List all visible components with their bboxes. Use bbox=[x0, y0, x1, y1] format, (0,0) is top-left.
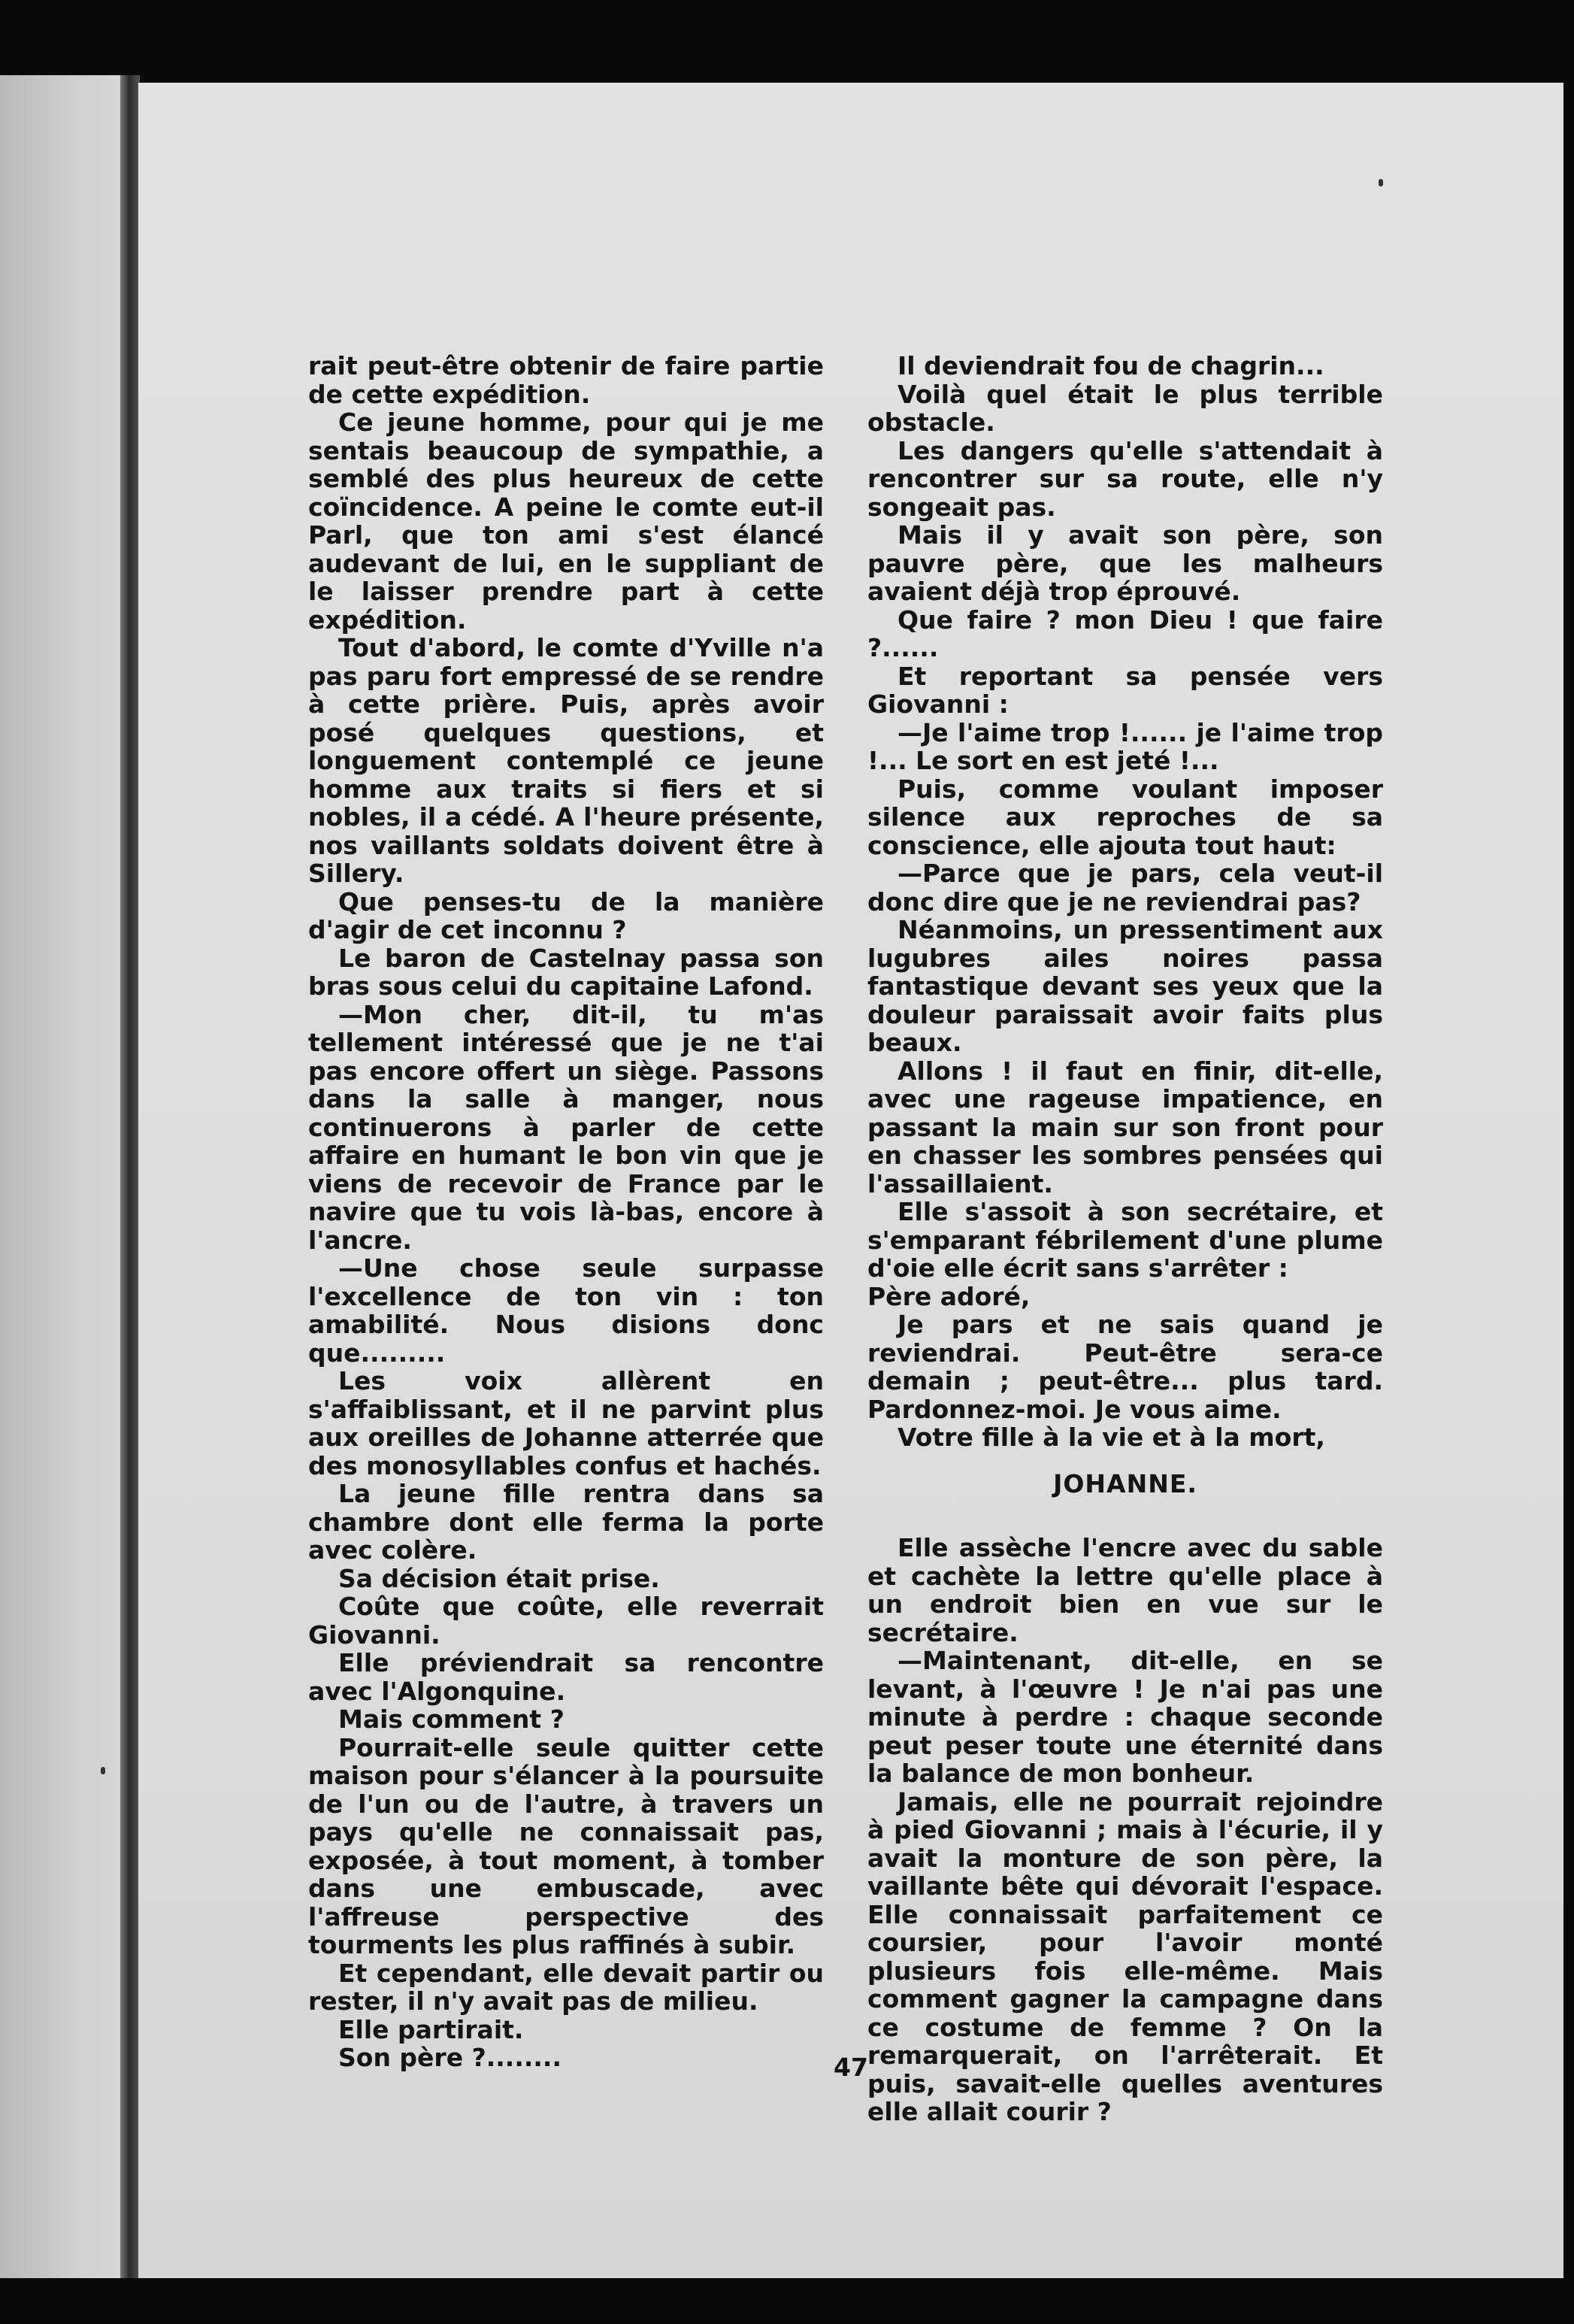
paragraph: Il deviendrait fou de chagrin... bbox=[897, 351, 1324, 380]
book-page bbox=[138, 83, 1563, 2278]
paragraph: Sa décision était prise. bbox=[338, 1563, 660, 1593]
paragraph: —Maintenant, dit-elle, en se levant, à l'œuvre ! Je n'ai pas une minute à perdre : chaque seconde peut peser toute une éternité dans la balance de mon bonheur. bbox=[867, 1646, 1383, 1788]
paragraph: —Je l'aime trop !...... je l'aime trop !... Le sort en est jeté !... bbox=[867, 717, 1383, 775]
paragraph: Puis, comme voulant imposer silence aux reproches de sa conscience, elle ajouta tout haut: bbox=[867, 774, 1383, 860]
paragraph: Pourrait-elle seule quitter cette maison pour s'élancer à la poursuite de l'un ou de l'autre, à travers un pays qu'elle ne connaissait pas, exposée, à tout moment, à tomber dans une embuscade, avec l'affreuse perspective des tourments les plus raffinés à subir. bbox=[308, 1732, 824, 1959]
paragraph: Les voix allèrent en s'affaiblissant, et il ne parvint plus aux oreilles de Johanne atterrée que des monosyllables confus et hachés. bbox=[308, 1366, 824, 1480]
paragraph: Elle assèche l'encre avec du sable et cachète la lettre qu'elle place à un endroit bien en vue sur le secrétaire. bbox=[867, 1533, 1383, 1647]
paragraph: Que faire ? mon Dieu ! que faire ?...... bbox=[867, 604, 1383, 662]
paragraph: Jamais, elle ne pourrait rejoindre à pied Giovanni ; mais à l'écurie, il y avait la monture de son père, la vaillante bête qui dévorait l'espace. Elle connaissait parfaitement ce coursier, pour l'avoir monté plusieurs fois elle-même. Mais comment gagner la campagne dans ce costume de femme ? On la remarquerait, on l'arrêterait. Et puis, savait-elle quelles aventures elle allait courir ? bbox=[867, 1786, 1383, 2126]
paragraph: Mais comment ? bbox=[338, 1704, 565, 1734]
paragraph: Elle préviendrait sa rencontre avec l'Algonquine. bbox=[308, 1648, 824, 1706]
paragraph: —Parce que je pars, cela veut-il donc dire que je ne reviendrai pas? bbox=[867, 859, 1383, 917]
paragraph: Néanmoins, un pressentiment aux lugubres ailes noires passa fantastique devant ses yeux que la douleur paraissait avoir faits plus beaux. bbox=[867, 915, 1383, 1057]
paragraph: Voilà quel était le plus terrible obstacle. bbox=[867, 379, 1383, 437]
paragraph: Tout d'abord, le comte d'Yville n'a pas paru fort empressé de se rendre à cette prière. Puis, après avoir posé quelques questions, et longuement contemplé ce jeune homme aux traits si fiers et si nobles, il a cédé. A l'heure présente, nos vaillants soldats doivent être à Sillery. bbox=[308, 633, 824, 888]
text-column-left bbox=[308, 352, 824, 2072]
book-gutter bbox=[120, 75, 140, 2278]
paragraph: Elle partirait. bbox=[338, 2014, 524, 2044]
paragraph: —Une chose seule surpasse l'excellence de ton vin : ton amabilité. Nous disions donc que......... bbox=[308, 1253, 824, 1368]
ink-speck bbox=[101, 1767, 105, 1774]
text-column-right bbox=[867, 352, 1383, 2126]
paragraph: Elle s'assoit à son secrétaire, et s'emparant fébrilement d'une plume d'oie elle écrit sans s'arrêter : bbox=[867, 1197, 1383, 1283]
paragraph: Mais il y avait son père, son pauvre père, que les malheurs avaient déjà trop éprouvé. bbox=[867, 520, 1383, 606]
page-number: 47 bbox=[834, 2053, 868, 2082]
paragraph: La jeune fille rentra dans sa chambre dont elle ferma la porte avec colère. bbox=[308, 1479, 824, 1565]
paragraph: Coûte que coûte, elle reverrait Giovanni. bbox=[308, 1592, 824, 1650]
paragraph: Son père ?........ bbox=[338, 2043, 561, 2072]
paragraph: Le baron de Castelnay passa son bras sous celui du capitaine Lafond. bbox=[308, 943, 824, 1001]
paragraph: Et reportant sa pensée vers Giovanni : bbox=[867, 661, 1383, 719]
paragraph: Et cependant, elle devait partir ou rester, il n'y avait pas de milieu. bbox=[308, 1958, 824, 2016]
ink-speck bbox=[1379, 179, 1383, 186]
paragraph: Les dangers qu'elle s'attendait à rencontrer sur sa route, elle n'y songeait pas. bbox=[867, 435, 1383, 522]
paragraph: Allons ! il faut en finir, dit-elle, avec une rageuse impatience, en passant la main sur son front pour en chasser les sombres pensées qui l'assaillaient. bbox=[867, 1056, 1383, 1198]
paragraph: —Mon cher, dit-il, tu m'as tellement intéressé que je ne t'ai pas encore offert un siège. Passons dans la salle à manger, nous continuerons à parler de cette affaire en humant le bon vin que je viens de recevoir de France par le navire que tu vois là-bas, encore à l'ancre. bbox=[308, 999, 824, 1255]
previous-page-edge bbox=[0, 75, 134, 2278]
paragraph: rait peut-être obtenir de faire partie de cette expédition. bbox=[308, 351, 824, 409]
paragraph: Que penses-tu de la manière d'agir de cet inconnu ? bbox=[308, 886, 824, 944]
letter-salutation: Père adoré, bbox=[867, 1281, 1031, 1311]
paragraph: Ce jeune homme, pour qui je me sentais beaucoup de sympathie, a semblé des plus heureux de cette coïncidence. A peine le comte eut-il Parl, que ton ami s'est élancé audevant de lui, en le suppliant de le laisser prendre part à cette expédition. bbox=[308, 408, 824, 635]
letter-signature: JOHANNE. bbox=[1053, 1468, 1197, 1498]
letter-closing: Votre fille à la vie et à la mort, bbox=[897, 1423, 1325, 1452]
letter-body: Je pars et ne sais quand je reviendrai. Peut-être sera-ce demain ; peut-être... plus tard. Pardonnez-moi. Je vous aime. bbox=[867, 1310, 1383, 1424]
